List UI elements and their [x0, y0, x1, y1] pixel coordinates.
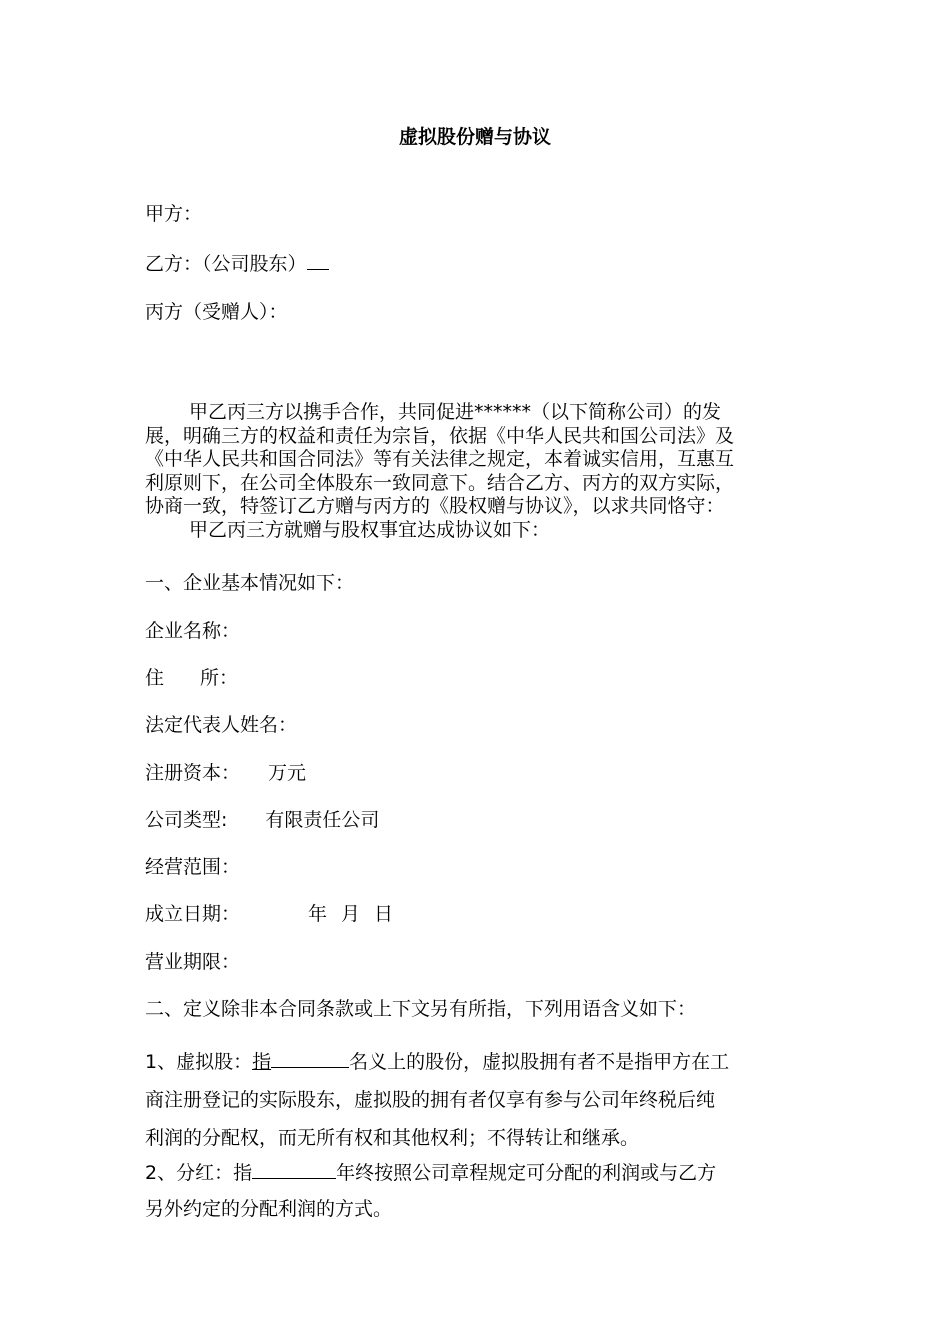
legal-rep-field: 法定代表人姓名： — [145, 714, 298, 736]
item2-blank — [252, 1160, 336, 1179]
address-label-2: 所： — [200, 667, 239, 689]
company-name-field: 企业名称： — [145, 620, 241, 642]
definition-item-2-line — [145, 1155, 810, 1191]
party-b-blank — [307, 251, 329, 270]
definition-item-1-line — [145, 1043, 810, 1081]
section1-heading: 一、企业基本情况如下： — [145, 572, 355, 594]
item1-prefix: 1、虚拟股： — [145, 1051, 253, 1073]
document-title: 虚拟股份赠与协议 — [398, 126, 551, 148]
company-type-field — [145, 808, 379, 832]
item2-prefix: 2、分红：指 — [145, 1162, 253, 1184]
preamble-line: 展，明确三方的权益和责任为宗旨，依据《中华人民共和国公司法》及 — [145, 424, 735, 447]
item2-rest: 年终按照公司章程规定可分配的利润或与乙方 — [336, 1162, 717, 1184]
definition-item-1 — [145, 1043, 810, 1157]
capital-label: 注册资本： — [145, 762, 241, 784]
preamble-paragraph — [145, 401, 810, 542]
definition-item-1-line: 商注册登记的实际股东，虚拟股的拥有者仅享有参与公司年终税后纯 — [145, 1089, 716, 1111]
founded-month: 月 — [341, 903, 361, 925]
preamble-line: 《中华人民共和国合同法》等有关法律之规定，本着诚实信用，互惠互 — [145, 448, 735, 470]
company-type-value: 有限责任公司 — [265, 809, 380, 831]
company-type-label: 公司类型: — [145, 809, 228, 831]
business-scope-field: 经营范围： — [145, 856, 241, 878]
preamble-line: 协商一致，特签订乙方赠与丙方的《股权赠与协议》，以求共同恪守： — [145, 495, 725, 517]
address-label-1: 住 — [145, 667, 165, 689]
preamble-line: 利原则下，在公司全体股东一致同意下。结合乙方、丙方的双方实际， — [145, 471, 735, 494]
address-field — [145, 666, 238, 690]
definition-item-2 — [145, 1155, 810, 1227]
capital-unit: 万元 — [268, 762, 307, 784]
definition-item-1-line: 利润的分配权，而无所有权和其他权利；不得转让和继承。 — [145, 1127, 640, 1149]
business-term-field: 营业期限： — [145, 951, 241, 973]
founded-day: 日 — [374, 903, 394, 925]
preamble-line: 甲乙丙三方以携手合作，共同促进******（以下简称公司）的发 — [189, 401, 722, 423]
founded-label: 成立日期： — [145, 903, 241, 925]
item1-underlined: 指 — [252, 1051, 272, 1073]
party-a-line: 甲方： — [145, 203, 203, 225]
definition-item-2-line: 另外约定的分配利润的方式。 — [145, 1198, 393, 1220]
item1-rest: 名义上的股份，虚拟股拥有者不是指甲方在工 — [349, 1051, 730, 1073]
founded-date-field — [145, 902, 393, 926]
item1-blank — [271, 1049, 349, 1068]
preamble-line: 甲乙丙三方就赠与股权事宜达成协议如下： — [189, 518, 551, 541]
party-b-label: 乙方：（公司股东） — [145, 253, 307, 275]
section2-heading: 二、定义除非本合同条款或上下文另有所指，下列用语含义如下： — [145, 998, 697, 1020]
founded-year: 年 — [308, 903, 328, 925]
capital-field — [145, 761, 306, 785]
party-b-line — [145, 251, 329, 276]
party-c-line: 丙方（受赠人）： — [145, 301, 288, 323]
